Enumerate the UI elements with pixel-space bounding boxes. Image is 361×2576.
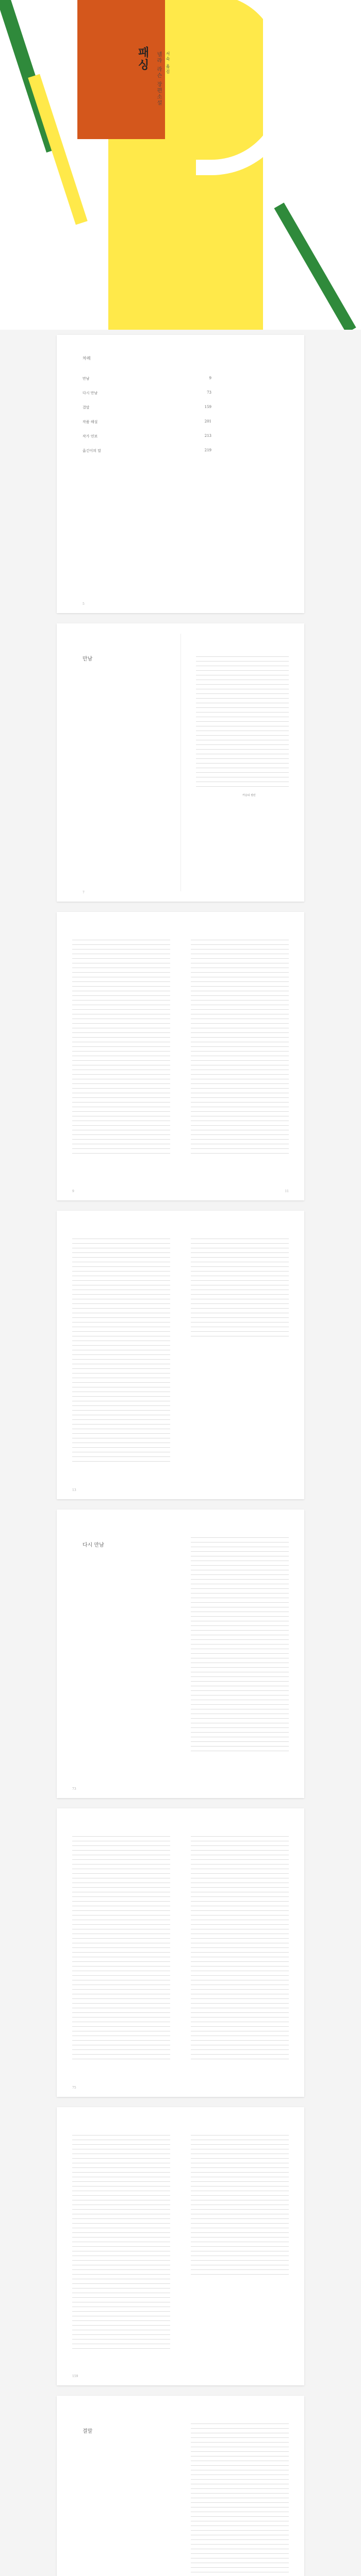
page-number: 9	[72, 1190, 74, 1193]
part-two-spread	[57, 1510, 304, 1798]
cover-title: 패싱	[136, 46, 150, 71]
part-two-heading: 다시 만남	[83, 1543, 104, 1548]
toc-entry: 작품 해설 201	[83, 419, 211, 424]
body-text-spread	[57, 912, 304, 1200]
epigraph-text	[196, 654, 289, 788]
text-column-right	[191, 1236, 289, 1340]
part-three-heading: 결말	[83, 2429, 93, 2434]
cover-white-arc	[196, 0, 294, 175]
cover-orange-shape	[77, 0, 165, 139]
cover	[0, 0, 361, 330]
toc-entry: 옮긴이의 말 219	[83, 448, 211, 453]
text-column-right	[191, 1834, 289, 2061]
toc-page	[57, 335, 304, 613]
body-text-spread	[57, 1808, 304, 2097]
page-number: 73	[72, 1787, 76, 1791]
text-column-left	[72, 1834, 170, 2061]
text-column-right	[191, 1535, 289, 1752]
text-column-left	[72, 938, 170, 1154]
text-column-left	[72, 2133, 170, 2349]
toc-entry: 작가 연보 213	[83, 434, 211, 438]
toc-entry: 다시 만남 73	[83, 391, 211, 395]
text-column-right	[191, 938, 289, 1154]
part-three-spread	[57, 2396, 304, 2576]
text-column-right	[191, 2133, 289, 2277]
body-text-spread	[57, 2107, 304, 2385]
body-text-spread	[57, 1211, 304, 1499]
part-one-spread	[57, 623, 304, 902]
page-number: 5	[83, 602, 85, 606]
cover-green-stripe-right	[274, 202, 356, 330]
page-number: 75	[72, 2086, 76, 2090]
text-column-left	[72, 1236, 170, 1463]
page-number: 7	[83, 891, 85, 894]
divider-rule	[180, 634, 181, 891]
cover-translator: 서숙 옮김	[166, 52, 170, 75]
toc-entry: 결말 159	[83, 405, 211, 410]
cover-subtitle: 넬라 라슨 장편소설	[156, 52, 161, 107]
toc-heading: 차례	[83, 356, 91, 361]
toc-entry: 만남 9	[83, 376, 211, 381]
toc-list	[83, 376, 211, 463]
text-column-right	[191, 2421, 289, 2576]
page-number: 13	[72, 1488, 76, 1492]
page-number: 11	[285, 1190, 289, 1193]
epigraph-source: 카운티 컬런	[242, 794, 256, 797]
part-one-heading: 만남	[83, 656, 93, 662]
page-number: 159	[72, 2375, 78, 2378]
